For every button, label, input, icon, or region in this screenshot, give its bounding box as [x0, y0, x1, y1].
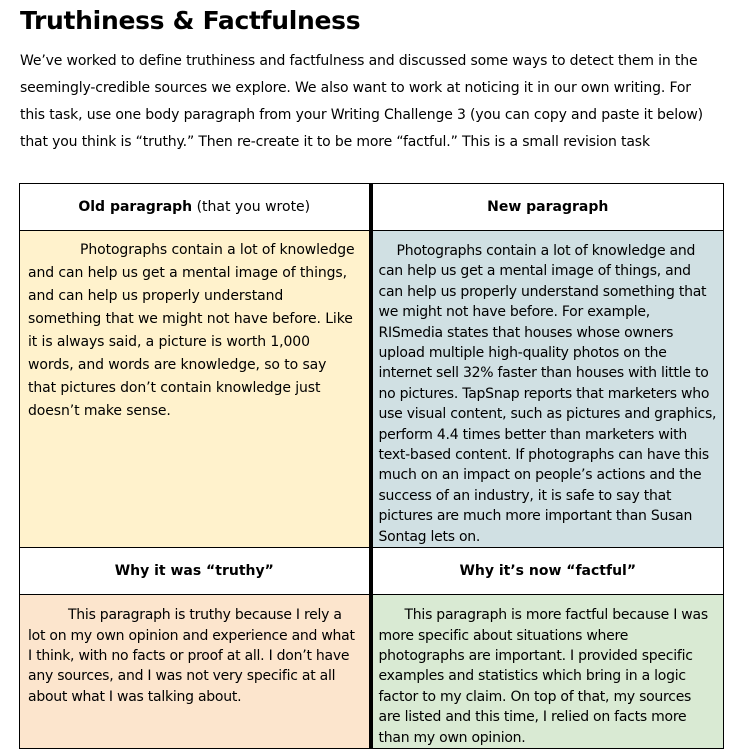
explanation-row: [20, 595, 724, 749]
old-header-note: (that you wrote): [192, 199, 311, 215]
factful-header-label: Why it’s now “factful”: [459, 563, 637, 580]
truthy-explanation-cell[interactable]: [20, 595, 371, 749]
new-paragraph-cell[interactable]: [371, 231, 724, 548]
old-paragraph-cell[interactable]: [20, 231, 371, 548]
new-header-label: New paragraph: [487, 199, 609, 215]
old-header-bold: Old paragraph: [78, 199, 193, 215]
truthy-explanation-text: This paragraph is truthy because I rely a lot on my own opinion and experience and what I think, with no facts or proof at all. I don’t have any sources, and I was not very specific at all about what I was talking about.: [28, 607, 355, 705]
revision-table: [19, 183, 724, 749]
factful-explanation-text: This paragraph is more factful because I was more specific about situations where photographs are important. I provided specific examples and statistics which bring in a logic factor to my claim. On top of that, my sources are listed and this time, I relied on facts more than my own opinion.: [378, 607, 708, 746]
old-paragraph-header: [20, 184, 371, 231]
truthy-header: [20, 548, 371, 595]
factful-header: [371, 548, 724, 595]
header-row-top: [20, 184, 724, 231]
new-paragraph-text: Photographs contain a lot of knowledge and can help us get a mental image of things, and can help us properly understand something that we might not have before. For example, RISmedia states that houses whose owners upload multiple high-quality photos on the internet sell 32% faster than houses with little to no pictures. TapSnap reports that marketers who use visual content, such as pictures and graphics, perform 4.4 times better than marketers with text-based content. If photographs can have this much on an impact on people’s actions and the success of an industry, it is safe to say that pictures are much more important than Susan Sontag lets on.: [378, 243, 717, 545]
header-row-bottom: [20, 548, 724, 595]
truthy-header-label: Why it was “truthy”: [114, 563, 274, 580]
paragraph-row: [20, 231, 724, 548]
new-paragraph-header: [371, 184, 724, 231]
factful-explanation-cell[interactable]: [371, 595, 724, 749]
intro-paragraph: We’ve worked to define truthiness and factfulness and discussed some ways to detect them in the seemingly-credible sources we explore. We also want to work at noticing it in our own writing. For this task, use one body paragraph from your Writing Challenge 3 (you can copy and paste it below) that you think is “truthy.” Then re-create it to be more “factful.” This is a small revision task: [20, 53, 703, 150]
old-paragraph-text: Photographs contain a lot of knowledge and can help us get a mental image of things, and can help us properly understand something that we might not have before. Like it is always said, a picture is worth 1,000 words, and words are knowledge, so to say that pictures don’t contain knowledge just doesn’t make sense.: [28, 242, 355, 419]
page-title: Truthiness & Factfulness: [20, 6, 361, 35]
